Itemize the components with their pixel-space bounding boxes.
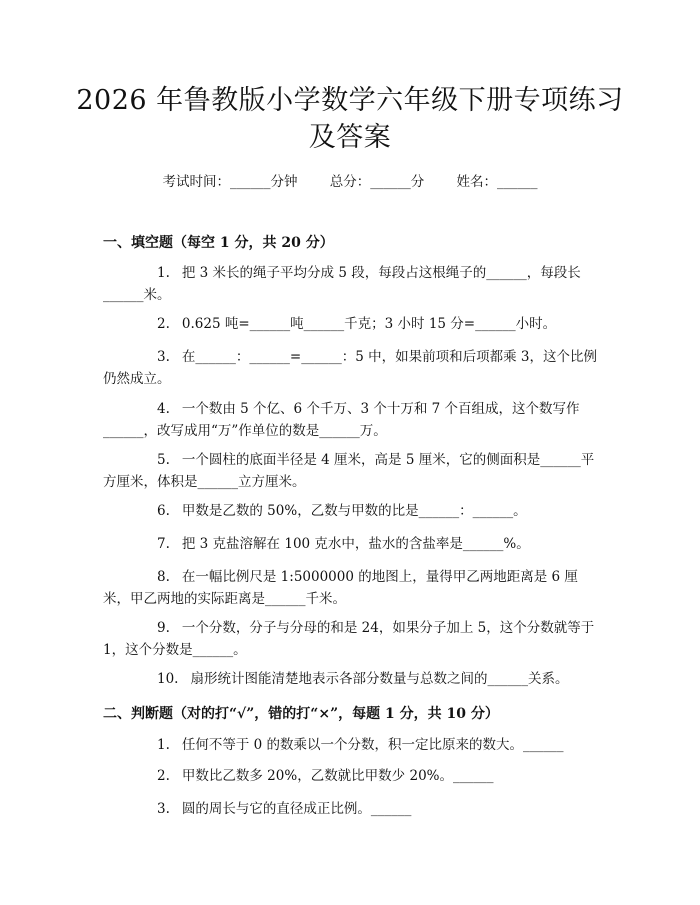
question-item [103,346,597,390]
question-text: 0.625 吨=______吨______千克；3 小时 15 分=______小时。 [181,316,557,332]
question-item [103,398,597,442]
question-text: 把 3 克盐溶解在 100 克水中，盐水的含盐率是______%。 [181,536,530,552]
question-item [103,734,597,756]
title-line-2: 及答案 [308,122,392,153]
question-text: 一个圆柱的底面半径是 4 厘米，高是 5 厘米，它的侧面积是______平方厘米，体积是______立方厘米。 [103,452,595,490]
question-item [103,533,597,555]
question-item [103,765,597,787]
question-item [103,668,597,690]
question-number: 1. [157,265,170,281]
question-text: 圆的周长与它的直径成正比例。______ [181,801,412,817]
question-text: 一个数由 5 个亿、6 个千万、3 个十万和 7 个百组成，这个数写作______，改写成用“万”作单位的数是______万。 [103,401,580,439]
question-number: 5. [157,452,170,468]
question-text: 甲数是乙数的 50%，乙数与甲数的比是______：______。 [181,503,527,519]
question-item [103,449,597,493]
document-title [0,82,700,156]
section-heading-fill-in: 一、填空题（每空 1 分，共 20 分） [103,235,334,251]
question-number: 3. [157,801,170,817]
question-number: 1. [157,737,170,753]
student-name: 姓名：______ [456,174,538,190]
question-item [103,798,597,820]
question-text: 甲数比乙数多 20%，乙数就比甲数少 20%。______ [181,768,494,784]
question-number: 6. [157,503,170,519]
question-item [103,500,597,522]
question-item [103,566,597,610]
question-item [103,262,597,306]
question-text: 扇形统计图能清楚地表示各部分数量与总数之间的______关系。 [190,671,569,687]
question-item [103,617,597,661]
question-number: 3. [157,349,170,365]
exam-time: 考试时间：______分钟 [162,174,298,190]
question-text: 在一幅比例尺是 1:5000000 的地图上，量得甲乙两地距离是 6 厘米，甲乙两地的实际距离是______千米。 [103,569,578,607]
question-number: 8. [157,569,170,585]
question-text: 把 3 米长的绳子平均分成 5 段，每段占这根绳子的______，每段长______米。 [103,265,581,303]
question-text: 在______：______=______：5 中，如果前项和后项都乘 3，这个比例仍然成立。 [103,349,597,387]
question-number: 2. [157,768,170,784]
total-score: 总分：______分 [329,174,425,190]
question-number: 7. [157,536,170,552]
title-line-1: 2026 年鲁教版小学数学六年级下册专项练习 [76,85,624,116]
question-number: 10. [157,671,179,687]
exam-meta [0,170,700,190]
question-text: 任何不等于 0 的数乘以一个分数，积一定比原来的数大。______ [181,737,564,753]
question-number: 9. [157,620,170,636]
question-number: 4. [157,401,170,417]
question-item [103,313,597,335]
question-number: 2. [157,316,170,332]
section-heading-true-false: 二、判断题（对的打“√”，错的打“×”，每题 1 分，共 10 分） [103,706,499,722]
question-text: 一个分数，分子与分母的和是 24，如果分子加上 5，这个分数就等于 1，这个分数是______。 [103,620,595,658]
